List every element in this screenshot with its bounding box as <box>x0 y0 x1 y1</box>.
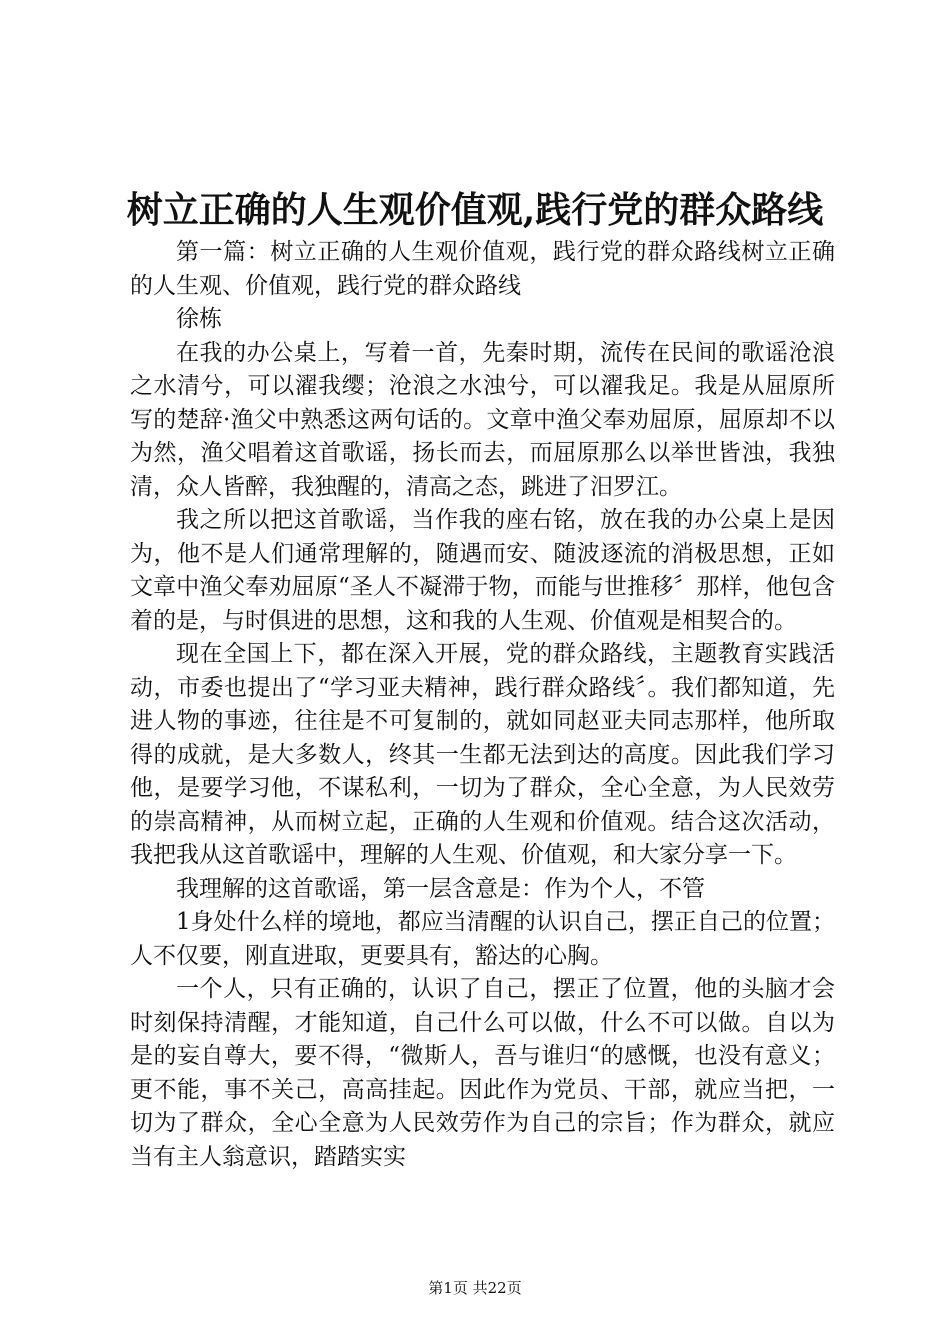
page-footer: 第1页 共22页 <box>428 1279 522 1297</box>
paragraph-intro: 第一篇：树立正确的人生观价值观，践行党的群众路线树立正确的人生观、价值观，践行党的群众路线 <box>130 239 835 299</box>
paragraph: 一个人，只有正确的，认识了自己，摆正了位置，他的头脑才会时刻保持清醒，才能知道，自己什么可以做，什么不可以做。自以为是的妄自尊大，要不得，“微斯人，吾与谁归“的感慨，也没有意义；更不能，事不关己，高高挂起。因此作为党员、干部，就应当把，一切为了群众，全心全意为人民效劳作为自己的宗旨；作为群众，就应当有主人翁意识，踏踏实实 <box>130 976 835 1170</box>
paragraph: 在我的办公桌上，写着一首，先秦时期，流传在民间的歌谣沧浪之水清兮，可以濯我缨；沧浪之水浊兮，可以濯我足。我是从屈原所写的楚辞·渔父中熟悉这两句话的。文章中渔父奉劝屈原，屈原却不以为然，渔父唱着这首歌谣，扬长而去，而屈原那么以举世皆浊，我独清，众人皆醉，我独醒的，清高之态，跳进了汨罗江。 <box>130 339 835 500</box>
paragraph: 我之所以把这首歌谣，当作我的座右铭，放在我的办公桌上是因为，他不是人们通常理解的，随遇而安、随波逐流的消极思想，正如文章中渔父奉劝屈原“圣人不凝滞于物，而能与世推移〞那样，他包含着的是，与时俱进的思想，这和我的人生观、价值观是相契合的。 <box>130 507 835 634</box>
paragraph: 我理解的这首歌谣，第一层含意是：作为个人，不管 <box>176 875 705 902</box>
document-body <box>130 236 835 1174</box>
paragraph: 1身处什么样的境地，都应当清醒的认识自己，摆正自己的位置；人不仅要，刚直进取，更要具有，豁达的心胸。 <box>130 909 835 969</box>
document-title: 树立正确的人生观价值观,践行党的群众路线 <box>126 189 824 231</box>
paragraph: 现在全国上下，都在深入开展，党的群众路线，主题教育实践活动，市委也提出了“学习亚夫精神，践行群众路线〞。我们都知道，先进人物的事迹，往往是不可复制的，就如同赵亚夫同志那样，他所取得的成就，是大多数人，终其一生都无法到达的高度。因此我们学习他，是要学习他，不谋私利，一切为了群众，全心全意，为人民效劳的崇高精神，从而树立起，正确的人生观和价值观。结合这次活动，我把我从这首歌谣中，理解的人生观、价值观，和大家分享一下。 <box>130 641 835 868</box>
paragraph-author: 徐栋 <box>176 306 222 332</box>
